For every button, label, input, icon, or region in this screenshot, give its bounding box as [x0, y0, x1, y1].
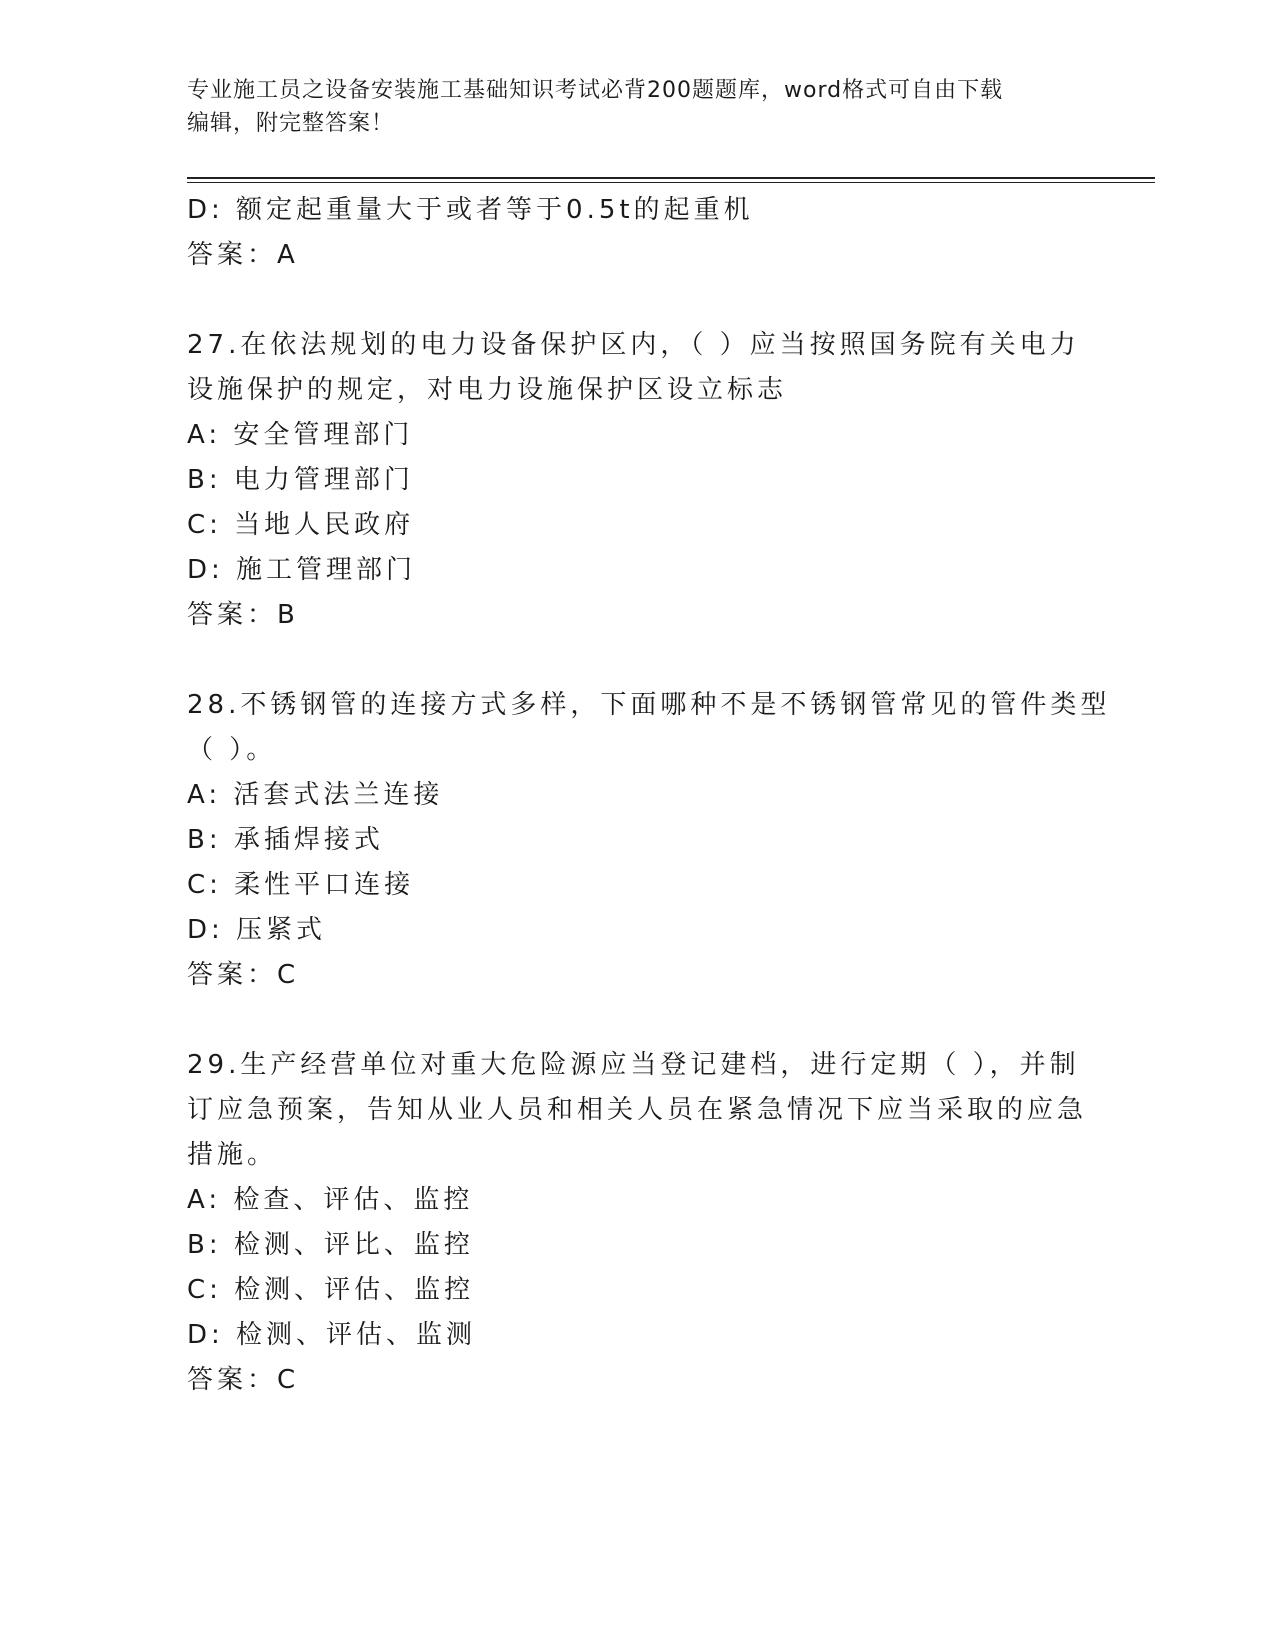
option-c: C: 当地人民政府 [187, 510, 415, 540]
question-stem-line: 28.不锈钢管的连接方式多样，下面哪种不是不锈钢管常见的管件类型 [187, 690, 1111, 720]
header-rule-thin [187, 182, 1155, 183]
option-d: D: 施工管理部门 [187, 555, 417, 585]
question-stem-line: 订应急预案，告知从业人员和相关人员在紧急情况下应当采取的应急 [187, 1095, 1088, 1125]
header-line-1: 专业施工员之设备安装施工基础知识考试必背200题题库，word格式可自由下载 [187, 78, 1004, 103]
question-content [187, 188, 1111, 1403]
prev-option-d: D: 额定起重量大于或者等于0.5t的起重机 [187, 195, 754, 225]
spacer [187, 638, 1087, 683]
option-b: B: 电力管理部门 [187, 465, 414, 495]
option-c: C: 柔性平口连接 [187, 870, 415, 900]
question-stem-line: 措施。 [187, 1140, 278, 1170]
prev-answer: 答案：A [187, 240, 299, 270]
document-header [187, 74, 1087, 140]
option-a: A: 活套式法兰连接 [187, 780, 444, 810]
answer: 答案：C [187, 1365, 300, 1395]
question-stem-line: 27.在依法规划的电力设备保护区内，（ ）应当按照国务院有关电力 [187, 330, 1080, 360]
header-line-2: 编辑，附完整答案！ [187, 111, 395, 136]
option-b: B: 检测、评比、监控 [187, 1230, 474, 1260]
question-stem-line: 29.生产经营单位对重大危险源应当登记建档，进行定期（ ），并制 [187, 1050, 1080, 1080]
question-28 [187, 683, 1111, 998]
header-rule-thick [187, 177, 1155, 179]
option-d: D: 压紧式 [187, 915, 327, 945]
option-d: D: 检测、评估、监测 [187, 1320, 477, 1350]
question-27 [187, 323, 1087, 638]
answer: 答案：C [187, 960, 300, 990]
question-stem-line: 设施保护的规定，对电力设施保护区设立标志 [187, 375, 788, 405]
option-a: A: 安全管理部门 [187, 420, 414, 450]
question-29 [187, 1043, 1087, 1403]
option-c: C: 检测、评估、监控 [187, 1275, 475, 1305]
answer: 答案：B [187, 600, 299, 630]
option-b: B: 承插焊接式 [187, 825, 384, 855]
question-stem-line: （ ）。 [187, 735, 277, 765]
option-a: A: 检查、评估、监控 [187, 1185, 474, 1215]
spacer [187, 278, 1087, 323]
spacer [187, 998, 1087, 1043]
